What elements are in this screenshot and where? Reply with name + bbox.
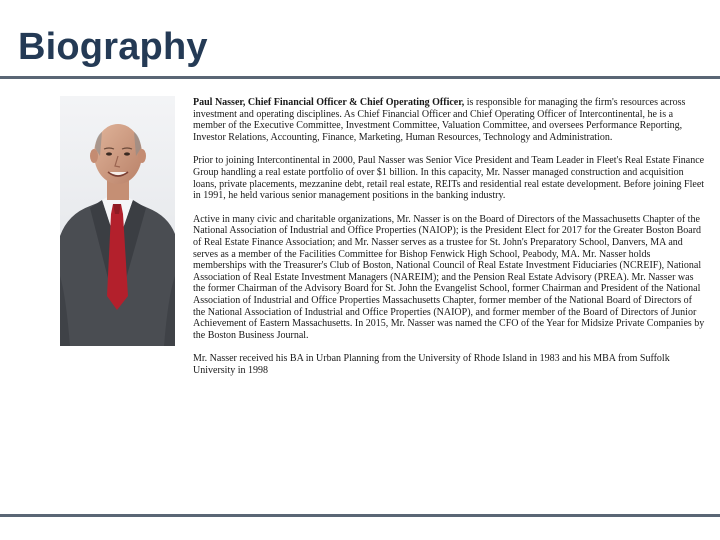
bio-paragraph-4: Mr. Nasser received his BA in Urban Planning from the University of Rhode Island in 1983 and his MBA from Suffolk University in 1998 xyxy=(193,353,670,376)
biography-text xyxy=(193,97,705,388)
bio-paragraph-3: Active in many civic and charitable organizations, Mr. Nasser is on the Board of Directors of the Massachusetts Chapter of the National Association of Industrial and Office Properties (NAIOP); is the President Elect for 2017 for the Greater Boston Board of Real Estate Finance Association; and Mr. Nasser serves as a trustee for St. John's Preparatory School, Danvers, MA and serves as a member of the Facilities Committee for Bishop Fenwick High School, Peabody, MA. Mr. Nasser holds memberships with the Treasurer's Club of Boston, National Council of Real Estate Investment Fiduciaries (NCREIF), National Association of Real Estate Investment Managers (NAREIM); and the Pension Real Estate Advisory (PREA). Mr. Nasser was the former Chairman of the Advisory Board for St. John the Evangelist School, former Chairman and President of the National Association of Industrial and Office Properties Massachusetts Chapter, former member of the National Board of Directors of the National Association of Industrial and Office Properties (NAIOP), and former member of the Board of Directors of Junior Achievement of Eastern Massachusetts. In 2015, Mr. Nasser was named the CFO of the Year for Midsize Private Companies by the Boston Business Journal. xyxy=(193,213,705,341)
title-divider xyxy=(0,76,720,79)
bio-name-title: Paul Nasser, Chief Financial Officer & Chief Operating Officer, xyxy=(193,97,465,108)
bio-paragraph-1 xyxy=(193,97,705,143)
bio-paragraph-1-text: is responsible for managing the firm's resources across investment and operating disciplines. As Chief Financial Officer and Chief Operating Officer of Intercontinental, he is a member of the Executive Committee, Investment Committee, Valuation Committee, and oversees Performance Reporting, Investor Relations, Accounting, Finance, Marketing, Human Resources, Technology and Administration. xyxy=(193,97,686,143)
slide-title: Biography xyxy=(18,26,208,68)
bio-paragraph-2: Prior to joining Intercontinental in 2000, Paul Nasser was Senior Vice President and Team Leader in Fleet's Real Estate Finance Group handling a real estate portfolio of over $1 billion. In this capacity, Mr. Nasser managed construction and acquisition loans, private placements, mezzanine debt, retail real estate, REITs and residential real estate development. Before joining Fleet in 1991, he held various senior management positions in the banking industry. xyxy=(193,155,705,202)
footer-divider xyxy=(0,514,720,517)
portrait-illustration xyxy=(60,96,175,346)
portrait-photo xyxy=(60,96,175,346)
